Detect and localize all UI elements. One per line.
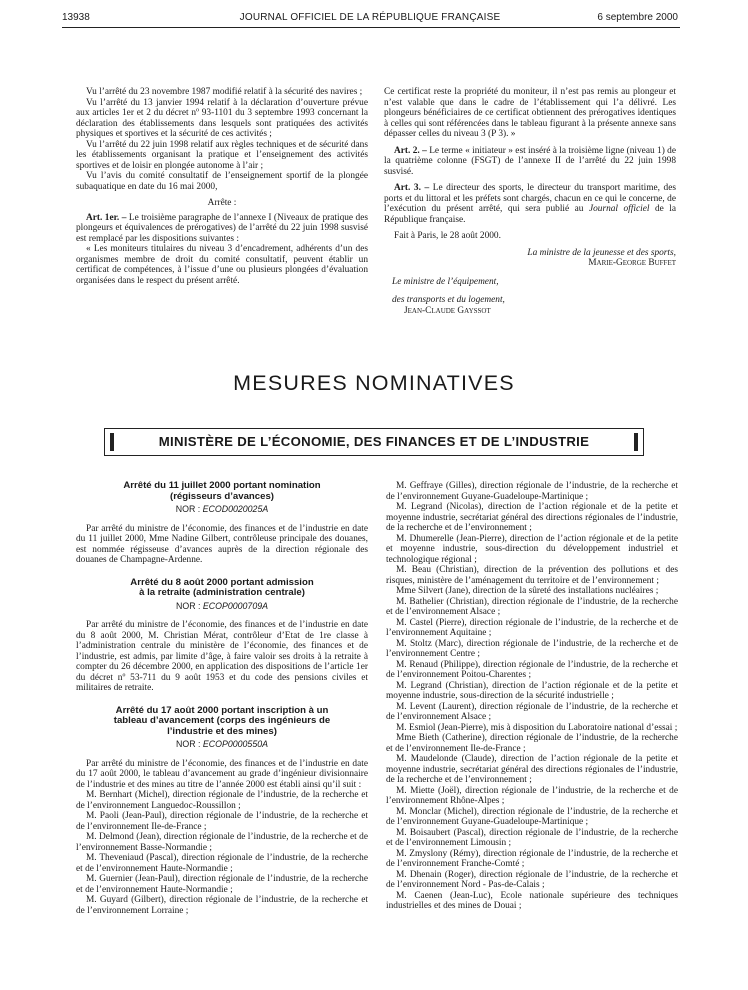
section-3-title-b: tableau d’avancement (corps des ingénieurs de bbox=[113, 715, 331, 726]
section-1-text: Par arrêté du ministre de l’économie, des finances et de l’industrie en date du 11 juillet 2000, Mme Nadine Gilbert, contrôleuse principale des douanes, est nommée régisseuse d’avances auprès de la direction régionale des douanes de Champagne-Ardenne. bbox=[76, 523, 368, 565]
ministry-banner bbox=[104, 428, 644, 456]
journal-officiel-italic: Journal officiel bbox=[588, 204, 650, 214]
list-item: M. Legrand (Nicolas), direction de l’action régionale et de la petite et moyenne industrie, secrétariat général des directions régionales de l’industrie, de la recherche et de l’environnement ; bbox=[386, 502, 678, 533]
section-1-title-a: Arrêté du 11 juillet 2000 portant nomination bbox=[123, 480, 321, 491]
visa-paragraph: Vu l’avis du comité consultatif de l’enseignement sportif de la plongée subaquatique en date du 16 mai 2000, bbox=[76, 171, 368, 192]
section-3-nor bbox=[76, 739, 368, 750]
section-3-title-a: Arrêté du 17 août 2000 portant inscription à un bbox=[115, 704, 329, 716]
bottom-right-column bbox=[386, 481, 678, 912]
signatory-2-title-b: des transports et du logement, bbox=[392, 295, 505, 305]
list-item: M. Geffraye (Gilles), direction régionale de l’industrie, de la recherche et de l’environnement Guyane-Guadeloupe-Martinique ; bbox=[386, 481, 678, 502]
nor-code: ECOP0000550A bbox=[202, 739, 268, 749]
issue-date: 6 septembre 2000 bbox=[597, 12, 678, 23]
article-2-label: Art. 2. – bbox=[394, 145, 427, 156]
signatory-1-name: Marie-George Buffet bbox=[588, 258, 676, 268]
list-item: M. Boisaubert (Pascal), direction régionale de l’industrie, de la recherche et de l’environnement Limousin ; bbox=[386, 827, 678, 848]
list-item: M. Dhumerelle (Jean-Pierre), direction de l’action régionale et de la petite et moyenne industrie, sous-direction du développement industriel et technologique régional ; bbox=[386, 533, 678, 565]
list-item: M. Castel (Pierre), direction régionale de l’industrie, de la recherche et de l’environnement Aquitaine ; bbox=[386, 617, 678, 638]
article-3-text-b: de la République française. bbox=[384, 204, 676, 225]
section-2-text: Par arrêté du ministre de l’économie, des finances et de l’industrie en date du 8 août 2000, M. Christian Mérat, contrôleur d’Etat de 1re classe à l’administration centrale du ministère de l’économie, des finances et de l’industrie, est admis, par limite d’âge, à faire valoir ses droits à la retraite à compter du 26 décembre 2000, en application des dispositions de l’article 1er du décret nº 53-711 du 9 août 1953 et du code des pensions civiles et militaires de retraite. bbox=[76, 620, 368, 693]
page-number: 13938 bbox=[62, 12, 90, 23]
list-item: M. Guernier (Jean-Paul), direction régionale de l’industrie, de la recherche et de l’environnement Haute-Normandie ; bbox=[76, 874, 368, 895]
article-1 bbox=[76, 213, 368, 245]
bottom-left-column bbox=[76, 481, 368, 916]
article-3 bbox=[384, 183, 676, 225]
visa-paragraph: Vu l’arrêté du 23 novembre 1987 modifié relatif à la sécurité des navires ; bbox=[86, 87, 363, 97]
section-2-title-b: à la retraite (administration centrale) bbox=[139, 587, 305, 598]
list-item: M. Esmiol (Jean-Pierre), mis à disposition du Laboratoire national d’essai ; bbox=[396, 722, 678, 733]
page-header bbox=[62, 12, 678, 28]
section-3-title-c: l’industrie et des mines) bbox=[167, 725, 277, 737]
article-1-text: Le troisième paragraphe de l’annexe I (Niveaux de pratique des plongeurs et équivalences de prérogatives) de l’arrêté du 22 juin 1998 susvisé est remplacé par les dispositions suivantes : bbox=[76, 212, 368, 244]
list-item: M. Bernhart (Michel), direction régionale de l’industrie, de la recherche et de l’environnement Languedoc-Roussillon ; bbox=[76, 790, 368, 811]
section-1-nor bbox=[76, 504, 368, 515]
list-item: M. Theveniaud (Pascal), direction régionale de l’industrie, de la recherche et de l’environnement Haute-Normandie ; bbox=[76, 853, 368, 874]
list-item: M. Maudelonde (Claude), direction de l’action régionale de la petite et moyenne industrie, secrétariat général des directions régionales de l’industrie, de la recherche et de l’environnement ; bbox=[386, 754, 678, 785]
list-item: M. Zmyslony (Rémy), direction régionale de l’industrie, de la recherche et de l’environnement Franche-Comté ; bbox=[386, 848, 678, 869]
list-item: M. Miette (Joël), direction régionale de l’industrie, de la recherche et de l’environnement Rhône-Alpes ; bbox=[386, 785, 678, 806]
list-item: M. Caenen (Jean-Luc), Ecole nationale supérieure des techniques industrielles et des mines de Douai ; bbox=[386, 890, 678, 911]
quote-continuation: Ce certificat reste la propriété du moniteur, il n’est pas remis au plongeur et n’est valable que dans le cadre de l’établissement qui l’a délivré. Les plongeurs bénéficiaires de ce certificat obtiennent des prérogatives identiques à celles qui sont référencées dans le tableau figurant à la présente annexe sans dépasser celles du niveau 3 (P 3). » bbox=[384, 87, 676, 139]
list-item: Mme Silvert (Jane), direction de la sûreté des installations nucléaires ; bbox=[396, 586, 659, 596]
signatory-2-name: Jean-Claude Gayssot bbox=[404, 305, 491, 316]
list-item: M. Dhenain (Roger), direction régionale de l’industrie, de la recherche et de l’environnement Nord - Pas-de-Calais ; bbox=[386, 869, 678, 890]
list-item: M. Levent (Laurent), direction régionale de l’industrie, de la recherche et de l’environnement Alsace ; bbox=[386, 701, 678, 722]
article-3-text-a: Le directeur des sports, le directeur du transport maritime, des ports et du littoral et les préfets sont chargés, chacun en ce qui le concerne, de l’exécution du présent arrêté, qui sera publié au bbox=[384, 183, 677, 214]
list-item: M. Monclar (Michel), direction régionale de l’industrie, de la recherche et de l’environnement Guyane-Guadeloupe-Martinique ; bbox=[386, 806, 678, 827]
nor-label: NOR : bbox=[176, 739, 201, 749]
visa-paragraph: Vu l’arrêté du 22 juin 1998 relatif aux règles techniques et de sécurité dans les établissements organisant la pratique et l’enseignement des activités sportives et de loisir en plongée autonome à l’air ; bbox=[76, 139, 368, 171]
banner-bar-right bbox=[634, 433, 638, 451]
arrete-label: Arrête : bbox=[207, 198, 237, 208]
list-item: M. Bathelier (Christian), direction régionale de l’industrie, de la recherche et de l’environnement Alsace ; bbox=[386, 596, 678, 617]
fait-a-paris: Fait à Paris, le 28 août 2000. bbox=[394, 231, 501, 241]
article-3-label: Art. 3. – bbox=[394, 183, 430, 193]
signatory-1-title: La ministre de la jeunesse et des sports, bbox=[527, 247, 676, 258]
nor-code: ECOD0020025A bbox=[202, 504, 269, 514]
top-left-column bbox=[76, 87, 368, 286]
journal-title: JOURNAL OFFICIEL DE LA RÉPUBLIQUE FRANÇAISE bbox=[239, 12, 501, 23]
section-2-title-a: Arrêté du 8 août 2000 portant admission bbox=[130, 576, 314, 588]
section-2-nor bbox=[76, 601, 368, 612]
list-item: M. Delmond (Jean), direction régionale de l’industrie, de la recherche et de l’environnement Basse-Normandie ; bbox=[76, 832, 368, 853]
list-item: M. Stoltz (Marc), direction régionale de l’industrie, de la recherche et de l’environnement Centre ; bbox=[386, 638, 678, 659]
section-3-text: Par arrêté du ministre de l’économie, des finances et de l’industrie en date du 17 août 2000, le tableau d’avancement au grade d’ingénieur divisionnaire de l’industrie et des mines au titre de l’année 2000 est établi ainsi qu’il suit : bbox=[76, 758, 368, 790]
article-1-label: Art. 1er. – bbox=[86, 212, 127, 223]
list-item: M. Guyard (Gilbert), direction régionale de l’industrie, de la recherche et de l’environnement Lorraine ; bbox=[76, 895, 368, 916]
section-1-title-b: (régisseurs d’avances) bbox=[170, 490, 274, 502]
header-rule bbox=[62, 27, 680, 28]
list-item: M. Paoli (Jean-Paul), direction régionale de l’industrie, de la recherche et de l’environnement Ile-de-France ; bbox=[76, 811, 368, 832]
nor-label: NOR : bbox=[175, 504, 201, 514]
visa-paragraph: Vu l’arrêté du 13 janvier 1994 relatif à la déclaration d’ouverture prévue aux articles 1er et 2 du décret nº 93-1101 du 3 septembre 1993 concernant la déclaration des établissements dans lesquels sont pratiquées des activités physiques et sportives et la sécurité de ces activités ; bbox=[76, 97, 368, 139]
ministry-title: MINISTÈRE DE L’ÉCONOMIE, DES FINANCES ET DE L’INDUSTRIE bbox=[158, 434, 590, 449]
nor-code: ECOP0000709A bbox=[202, 600, 268, 611]
list-item: M. Legrand (Christian), direction de l’action régionale et de la petite et moyenne industrie, sous-direction de la sécurité industrielle ; bbox=[386, 680, 678, 701]
list-item: M. Beau (Christian), direction de la prévention des pollutions et des risques, ministère de l’aménagement du territoire et de l’environnement ; bbox=[386, 565, 678, 586]
signatory-2-title-a: Le ministre de l’équipement, bbox=[392, 276, 499, 287]
nor-label: NOR : bbox=[176, 600, 201, 611]
list-item: M. Renaud (Philippe), direction régionale de l’industrie, de la recherche et de l’environnement Poitou-Charentes ; bbox=[386, 659, 678, 680]
article-2-text: Le terme « initiateur » est inséré à la troisième ligne (niveau 1) de la quatrième colonne (FSGT) de l’annexe II de l’arrêté du 22 juin 1998 susvisé. bbox=[384, 145, 677, 177]
top-right-column bbox=[384, 87, 676, 316]
article-2 bbox=[384, 146, 676, 178]
mesures-nominatives-heading: MESURES NOMINATIVES bbox=[233, 371, 515, 395]
article-1-quote: « Les moniteurs titulaires du niveau 3 d’encadrement, adhérents d’un des organismes membre de droit du comité consultatif, peuvent établir un certificat de compétences, à l’issue d’une ou plusieurs plongées d’évaluation organisées dans le respect du présent arrêté. bbox=[76, 244, 368, 286]
list-item: Mme Bieth (Catherine), direction régionale de l’industrie, de la recherche et de l’environnement Ile-de-France ; bbox=[386, 733, 678, 754]
